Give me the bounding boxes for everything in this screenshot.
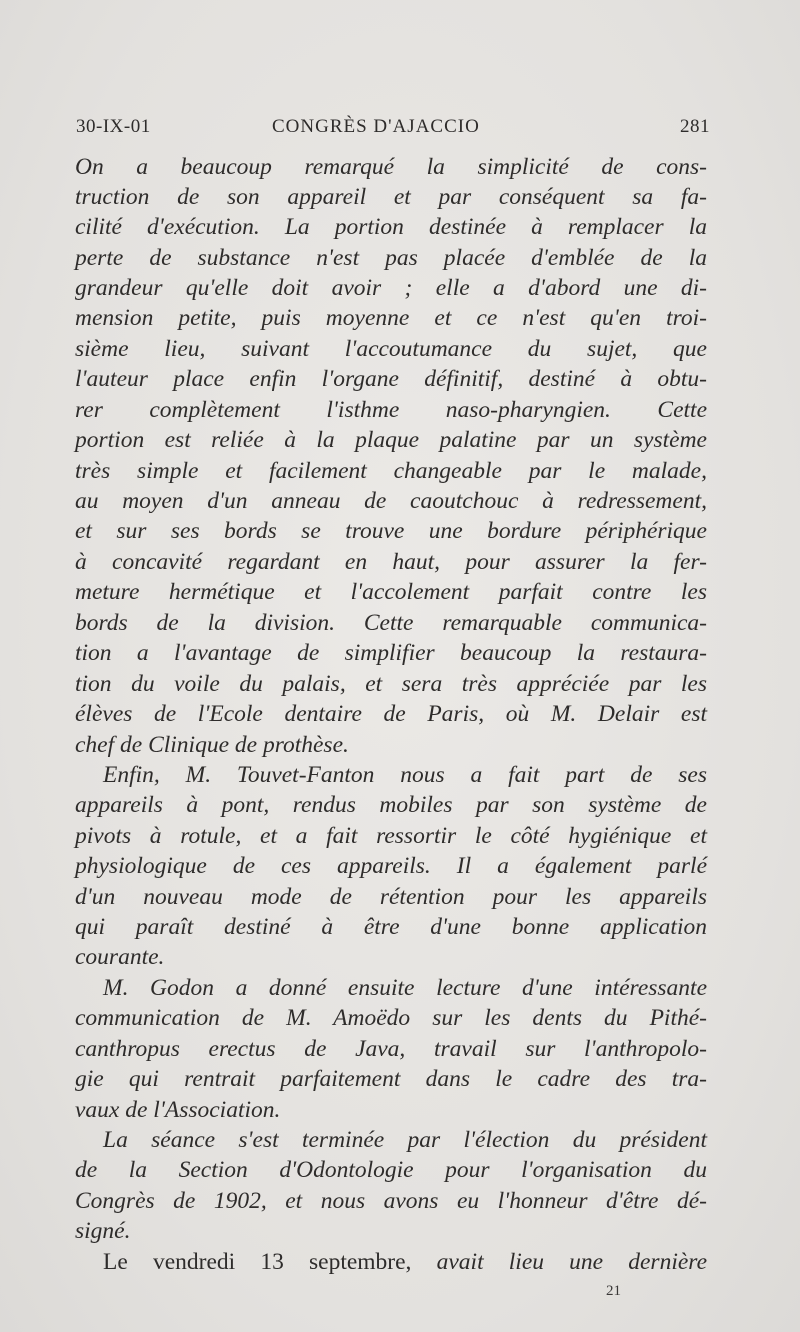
text-line: vaux de l'Association. <box>75 1097 281 1123</box>
text-line: truction de son appareil et par conséquent sa fa- <box>75 184 707 210</box>
text-line: La séance s'est terminée par l'élection du président <box>103 1127 707 1153</box>
text-line: très simple et facilement changeable par le malade, <box>75 458 707 484</box>
final-text-line <box>103 1247 707 1277</box>
text-line: l'auteur place enfin l'organe définitif, destiné à obtu- <box>75 366 707 392</box>
header-title: CONGRÈS D'AJACCIO <box>272 116 480 137</box>
text-line: perte de substance n'est pas placée d'emblée de la <box>75 245 707 271</box>
text-line: mension petite, puis moyenne et ce n'est qu'en troi- <box>75 305 707 331</box>
text-line: physiologique de ces appareils. Il a également parlé <box>75 853 707 879</box>
text-line: rer complètement l'isthme naso-pharyngien. Cette <box>75 397 707 423</box>
text-line: grandeur qu'elle doit avoir ; elle a d'abord une di- <box>75 275 707 301</box>
text-line: appareils à pont, rendus mobiles par son système de <box>75 792 707 818</box>
text-line: tion a l'avantage de simplifier beaucoup la restaura- <box>75 640 707 666</box>
text-line: Enfin, M. Touvet-Fanton nous a fait part de ses <box>103 762 707 788</box>
text-line: qui paraît destiné à être d'une bonne application <box>75 914 707 940</box>
text-line: On a beaucoup remarqué la simplicité de cons- <box>75 154 707 180</box>
text-line: d'un nouveau mode de rétention pour les appareils <box>75 884 707 910</box>
text-line: cilité d'exécution. La portion destinée à remplacer la <box>75 214 707 240</box>
text-line: bords de la division. Cette remarquable communica- <box>75 610 707 636</box>
text-line: de la Section d'Odontologie pour l'organisation du <box>75 1157 707 1183</box>
text-line: courante. <box>75 944 165 970</box>
running-header <box>76 116 710 146</box>
text-line: élèves de l'Ecole dentaire de Paris, où M. Delair est <box>75 701 707 727</box>
text-line: M. Godon a donné ensuite lecture d'une intéressante <box>103 975 707 1001</box>
text-line: gie qui rentrait parfaitement dans le cadre des tra- <box>75 1066 707 1092</box>
text-line: canthropus erectus de Java, travail sur l'anthropolo- <box>75 1036 707 1062</box>
final-line-roman: Le vendredi 13 septembre, <box>103 1249 437 1275</box>
text-line: chef de Clinique de prothèse. <box>75 732 349 758</box>
text-line: et sur ses bords se trouve une bordure périphérique <box>75 518 707 544</box>
page-number: 281 <box>680 116 710 137</box>
text-line: au moyen d'un anneau de caoutchouc à redressement, <box>75 488 707 514</box>
text-line: meture hermétique et l'accolement parfait contre les <box>75 579 707 605</box>
signature-mark: 21 <box>606 1283 621 1299</box>
text-line: signé. <box>75 1218 131 1244</box>
text-line: sième lieu, suivant l'accoutumance du sujet, que <box>75 336 707 362</box>
header-date: 30-IX-01 <box>76 116 151 137</box>
text-line: Congrès de 1902, et nous avons eu l'honneur d'être dé- <box>75 1188 707 1214</box>
text-line: à concavité regardant en haut, pour assurer la fer- <box>75 549 707 575</box>
text-line: portion est reliée à la plaque palatine par un système <box>75 427 707 453</box>
text-line: pivots à rotule, et a fait ressortir le côté hygiénique et <box>75 823 707 849</box>
final-line-italic: avait lieu une dernière <box>436 1249 707 1275</box>
text-line: tion du voile du palais, et sera très appréciée par les <box>75 671 707 697</box>
text-line: communication de M. Amoëdo sur les dents du Pithé- <box>75 1005 707 1031</box>
